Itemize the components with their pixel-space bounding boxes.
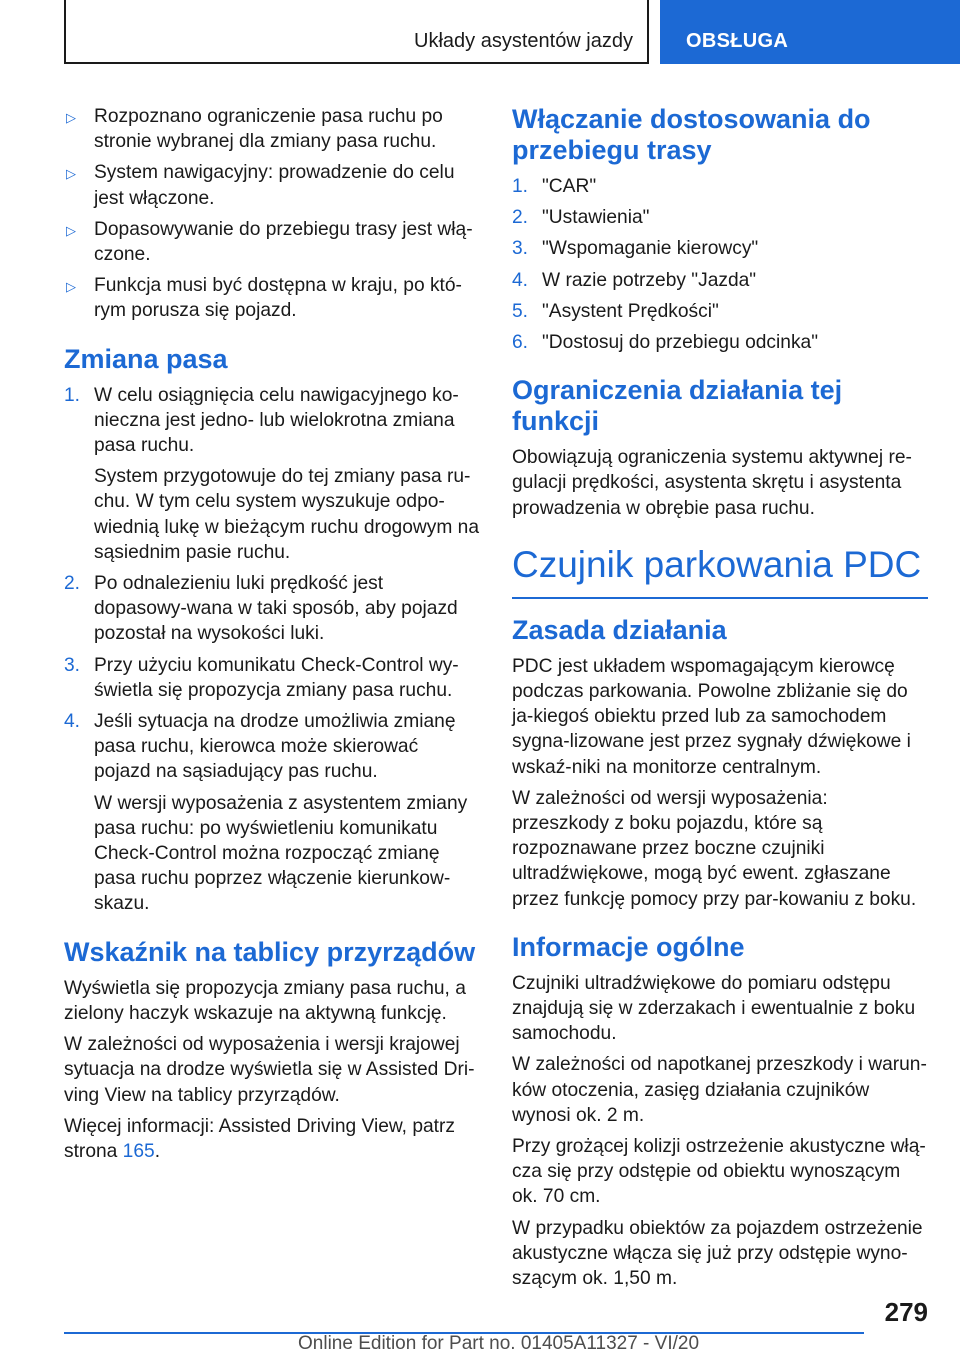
step-detail: W wersji wyposażenia z asystentem zmiany pasa ruchu: po wyświetleniu komunikatu Check-Control można rozpocząć zmianę pasa ruchu poprzez włączenie kierunkow‐skazu. (94, 792, 468, 915)
step-item (512, 236, 928, 261)
paragraph: Przy grożącej kolizji ostrzeżenie akustyczne włą‐cza się przy odstępie od obiektu wynoszącym ok. 70 cm. (512, 1136, 926, 1208)
triangle-bullet-icon: ▷ (66, 222, 76, 238)
general-heading: Informacje ogólne (512, 931, 745, 962)
step-text: "CAR" (542, 176, 597, 197)
step-text: Po odnalezieniu luki prędkość jest dopasowy‐wana w taki sposób, aby pojazd pozostał na wysokości luki. (94, 573, 458, 645)
step-number: 2. (64, 573, 81, 595)
step-text: W celu osiągnięcia celu nawigacyjnego ko‐nieczna jest jedno- lub wielokrotna zmiana pasa ruchu. (94, 384, 459, 457)
step-item (512, 330, 928, 355)
left-column (64, 104, 480, 1170)
section-title: Układy asystentów jazdy (414, 30, 633, 52)
bullet-text: Dopasowywanie do przebiegu trasy jest włą‐czone. (94, 218, 473, 266)
step-text: Jeśli sytuacja na drodze umożliwia zmianę pasa ruchu, kierowca może skierować pojazd na sąsiadujący pas ruchu. (94, 711, 456, 783)
limits-heading: Ograniczenia działania tej funkcji (512, 375, 843, 437)
paragraph: Czujniki ultradźwiękowe do pomiaru odstępu znajdują się w zderzakach i ewentualnie z boku samochodu. (512, 972, 916, 1045)
step-item (64, 383, 480, 459)
header-badge-box (660, 0, 960, 64)
paragraph: Wyświetla się propozycja zmiany pasa ruchu, a zielony haczyk wskazuje na aktywną funkcję. (64, 977, 466, 1024)
step-number: 3. (64, 654, 81, 676)
footer-edition: Online Edition for Part no. 01405A11327 - VI/20 (298, 1333, 700, 1354)
bullet-text: Funkcja musi być dostępna w kraju, po któ‐rym porusza się pojazd. (94, 275, 462, 322)
step-item (512, 205, 928, 230)
lane-change-heading: Zmiana pasa (64, 343, 228, 374)
route-heading: Włączanie dostosowania do przebiegu trasy (512, 104, 871, 165)
step-text: W razie potrzeby "Jazda" (542, 269, 757, 291)
page-number: 279 (884, 1297, 928, 1327)
step-text: "Dostosuj do przebiegu odcinka" (542, 332, 819, 354)
step-text: "Asystent Prędkości" (542, 300, 719, 322)
paragraph: PDC jest układem wspomagającym kierowcę podczas parkowania. Powolne zbliżanie się do ja‐kiegoś obiektu przed lub za samochodem sygna‐lizowane jest przez sygnały dźwiękowe i wskaź‐niki na monitorze centralnym. (512, 655, 911, 778)
step-item (512, 268, 928, 293)
page-link[interactable]: 165 (122, 1140, 155, 1162)
step-text: Przy użyciu komunikatu Check-Control wy‐świetla się propozycja zmiany pasa ruchu. (94, 654, 459, 701)
step-item (64, 653, 480, 703)
paragraph-text: Więcej informacji: Assisted Driving View, patrz strona (64, 1115, 455, 1162)
step-item (512, 174, 928, 199)
bullet-item (64, 217, 480, 267)
indicator-heading: Wskaźnik na tablicy przyrządów (64, 936, 476, 967)
bullet-item (64, 160, 480, 210)
step-number: 2. (512, 207, 529, 229)
step-item (512, 299, 928, 324)
paragraph: W przypadku obiektów za pojazdem ostrzeżenie akustyczne włącza się już przy odstępie wyno‐szącym ok. 1,50 m. (512, 1217, 923, 1290)
principle-heading: Zasada działania (512, 614, 727, 645)
pdc-title: Czujnik parkowania PDC (512, 543, 928, 599)
paragraph-end: . (154, 1140, 161, 1162)
step-text: "Wspomaganie kierowcy" (542, 238, 759, 260)
chapter-badge: OBSŁUGA (686, 30, 789, 52)
paragraph: Obowiązują ograniczenia systemu aktywnej re‐gulacji prędkości, asystenta skrętu i asystenta prowadzenia w obrębie pasa ruchu. (512, 447, 912, 519)
step-number: 6. (512, 332, 529, 354)
triangle-bullet-icon: ▷ (66, 166, 76, 182)
bullet-item (64, 273, 480, 323)
step-number: 3. (512, 238, 529, 260)
step-number: 1. (64, 384, 81, 406)
step-detail: System przygotowuje do tej zmiany pasa ru‐chu. W tym celu system wyszukuje odpo‐wiednią lukę w bieżącym ruchu drogowym na sąsiednim pasie ruchu. (94, 466, 479, 563)
step-item (64, 709, 480, 785)
step-number: 1. (512, 176, 529, 197)
paragraph (64, 1114, 480, 1164)
triangle-bullet-icon: ▷ (66, 110, 76, 125)
paragraph: W zależności od wersji wyposażenia: przeszkody z boku pojazdu, które są rozpoznawane przez boczne czujniki ultradźwiękowe, mogą być ewent. zgłaszane przez funkcję pomocy przy par‐kowaniu z boku. (512, 787, 917, 910)
bullet-text: System nawigacyjny: prowadzenie do celu jest włączone. (94, 162, 455, 209)
step-item (64, 571, 480, 647)
paragraph: W zależności od wyposażenia i wersji krajowej sytuacja na drodze wyświetla się w Assisted Dri‐ving View na tablicy przyrządów. (64, 1034, 475, 1106)
step-number: 5. (512, 300, 529, 322)
step-number: 4. (512, 269, 529, 291)
header-section-box (64, 0, 649, 64)
triangle-bullet-icon: ▷ (66, 279, 76, 295)
step-text: "Ustawienia" (542, 207, 650, 229)
paragraph: W zależności od napotkanej przeszkody i warun‐ków otoczenia, zasięg działania czujników wynosi ok. 2 m. (512, 1054, 927, 1126)
bullet-item (64, 104, 480, 154)
step-number: 4. (64, 711, 81, 733)
bullet-text: Rozpoznano ograniczenie pasa ruchu po stronie wybranej dla zmiany pasa ruchu. (94, 106, 443, 153)
right-column (512, 104, 928, 1297)
